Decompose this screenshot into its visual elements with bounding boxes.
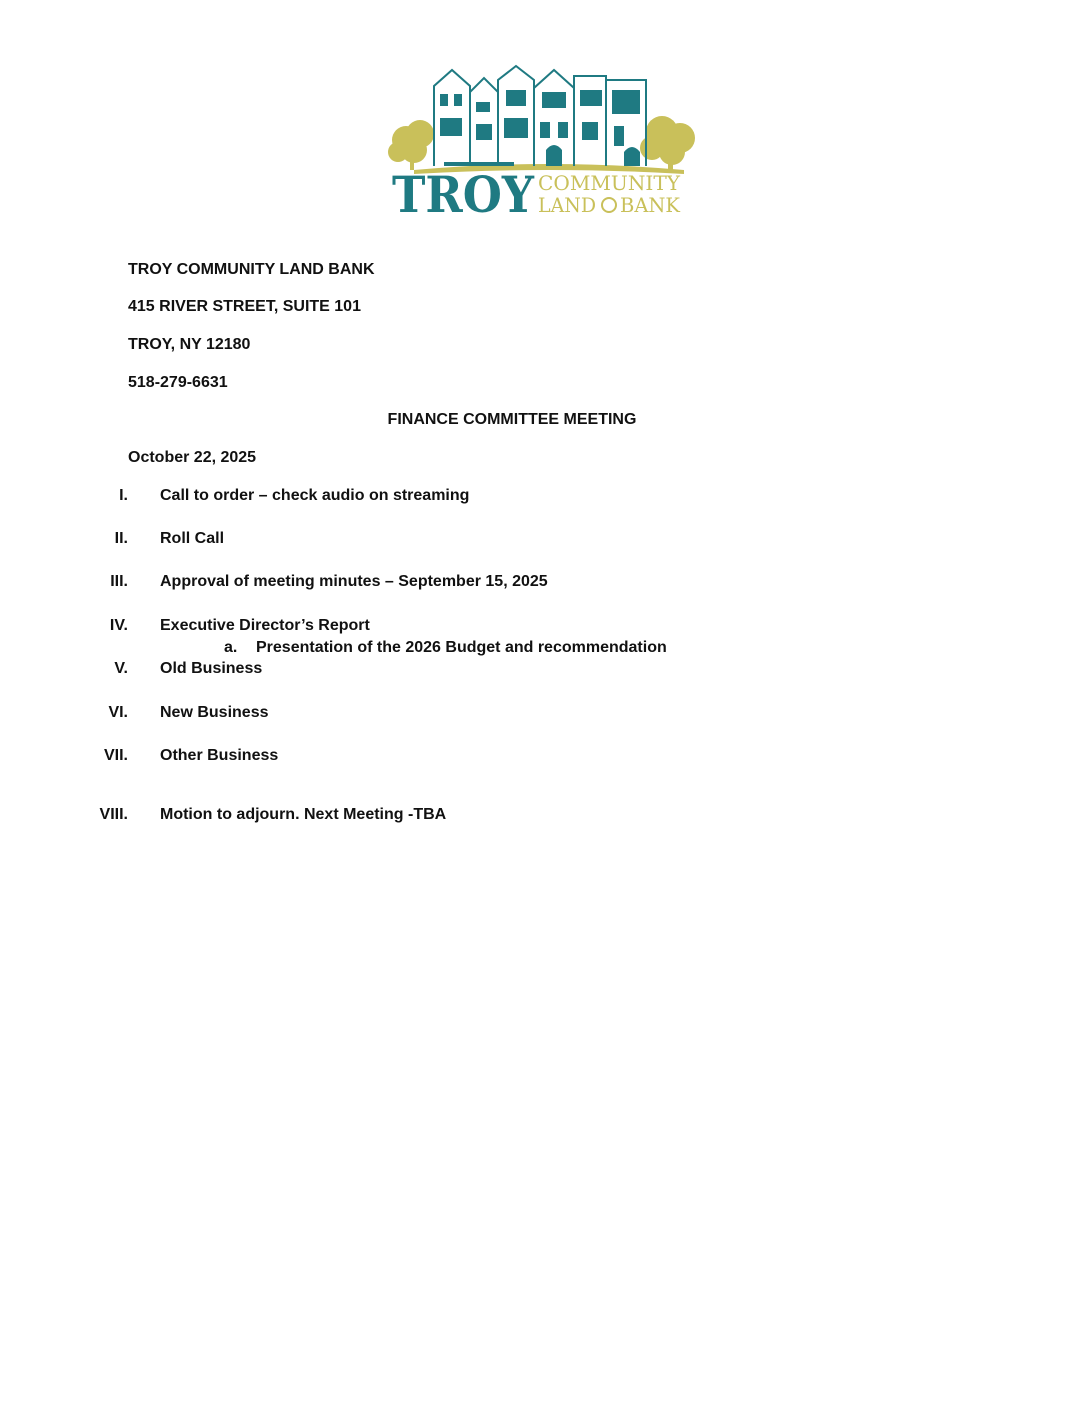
logo-community-text: COMMUNITY bbox=[538, 171, 681, 195]
agenda-item-text: Call to order – check audio on streaming bbox=[160, 487, 470, 504]
logo-bank-text: BANK bbox=[620, 193, 682, 217]
agenda-item-number: III. bbox=[110, 573, 128, 590]
agenda-item-text: Executive Director’s Report bbox=[160, 617, 370, 634]
agenda-item-number: VII. bbox=[103, 747, 128, 764]
agenda-item-number: II. bbox=[114, 530, 128, 547]
agenda-item-text: New Business bbox=[160, 704, 269, 721]
troy-community-land-bank-logo bbox=[384, 62, 710, 218]
logo-land-text: LAND bbox=[538, 193, 596, 217]
logo-troy-text: TROY bbox=[392, 165, 536, 218]
agenda-item-number: I. bbox=[119, 487, 128, 504]
meeting-title: FINANCE COMMITTEE MEETING bbox=[387, 411, 637, 428]
agenda-item-text: Roll Call bbox=[160, 530, 225, 547]
agenda-item-number: IV. bbox=[109, 617, 128, 634]
agenda-item-number: V. bbox=[114, 660, 128, 677]
agenda-item-text: Approval of meeting minutes – September 15, 2025 bbox=[160, 573, 548, 590]
city-state-zip: TROY, NY 12180 bbox=[128, 336, 251, 353]
phone-number: 518-279-6631 bbox=[128, 374, 228, 391]
agenda-item-text: Motion to adjourn. Next Meeting -TBA bbox=[160, 806, 447, 823]
agenda-subitem-text: Presentation of the 2026 Budget and recommendation bbox=[256, 639, 667, 656]
agenda-item-number: VI. bbox=[108, 704, 128, 721]
agenda-item-text: Other Business bbox=[160, 747, 279, 764]
meeting-date: October 22, 2025 bbox=[128, 449, 257, 466]
agenda-item-number: VIII. bbox=[99, 806, 128, 823]
agenda-item-text: Old Business bbox=[160, 660, 263, 677]
org-name: TROY COMMUNITY LAND BANK bbox=[128, 261, 375, 278]
agenda-subitem-label: a. bbox=[224, 639, 238, 656]
street-address: 415 RIVER STREET, SUITE 101 bbox=[128, 298, 361, 315]
